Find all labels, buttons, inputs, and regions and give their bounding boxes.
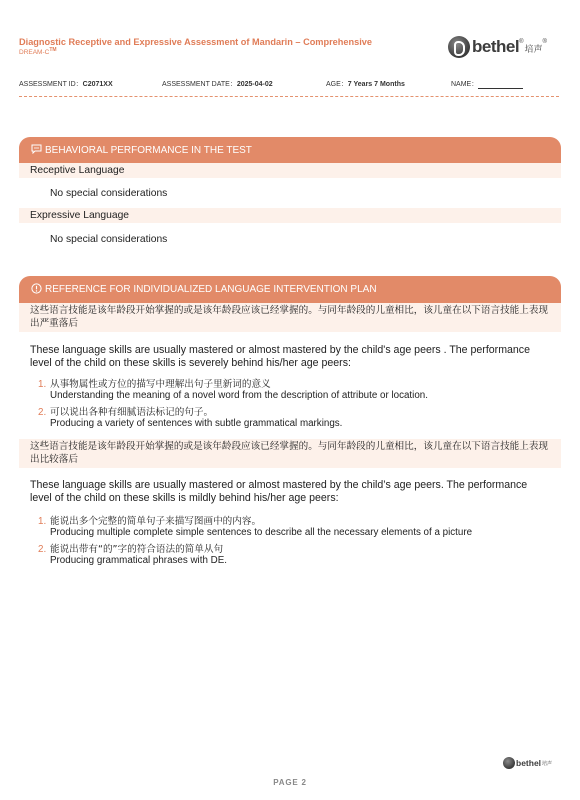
- logo-text: bethel: [472, 37, 520, 56]
- footer-logo: bethel 培声: [503, 757, 552, 769]
- info-circle-icon: [31, 283, 42, 297]
- report-title: Diagnostic Receptive and Expressive Assessment of Mandarin – Comprehensive: [19, 37, 372, 47]
- bethel-logo: bethel ® 培声 ®: [448, 35, 547, 59]
- name-blank: [478, 81, 523, 89]
- behavioral-section-header: BEHAVIORAL PERFORMANCE IN THE TEST: [19, 137, 561, 164]
- logo-cn: 培声: [524, 44, 543, 54]
- child-age: AGE：7 Years 7 Months: [326, 81, 405, 88]
- assessment-id: ASSESSMENT ID：C2071XX: [19, 81, 113, 88]
- bethel-logo-icon: [448, 36, 470, 58]
- header-divider: [19, 96, 559, 97]
- child-name: NAME：: [451, 79, 523, 89]
- list-item: 1. 能说出多个完整的简单句子来描写图画中的内容。 Producing multiple complete simple sentences to describe all the necessary elements of a picture: [38, 516, 473, 538]
- list-item: 1. 从事物属性或方位的描写中理解出句子里新词的意义 Understanding the meaning of a novel word from the description of attribute or location.: [38, 379, 428, 401]
- assessment-date: ASSESSMENT DATE：2025-04-02: [162, 81, 273, 88]
- receptive-label: Receptive Language: [19, 163, 561, 178]
- intervention-section-header: REFERENCE FOR INDIVIDUALIZED LANGUAGE INTERVENTION PLAN: [19, 276, 561, 303]
- assessment-meta: [19, 79, 559, 89]
- list-item: 2. 能说出带有“的”字的符合语法的简单从句 Producing grammatical phrases with DE.: [38, 544, 227, 566]
- severe-intro-en: These language skills are usually mastered or almost mastered by the child's age peers . The performance level of the child on these skills is severely behind his/her age peers:: [30, 344, 530, 369]
- severe-intro-zh: 这些语言技能是该年龄段开始掌握的或是该年龄段应该已经掌握的。与同年龄段的儿童相比，该儿童在以下语言技能上表现出严重落后: [19, 303, 561, 332]
- receptive-value: No special considerations: [50, 188, 168, 199]
- mild-intro-en: These language skills are usually mastered or almost mastered by the child’s age peers. The performance level of the child on these skills is mildly behind his/her age peers:: [30, 479, 528, 504]
- expressive-value: No special considerations: [50, 234, 168, 245]
- page-number: PAGE 2: [273, 778, 307, 787]
- list-item: 2. 可以说出各种有细腻语法标记的句子。 Producing a variety of sentences with subtle grammatical markings.: [38, 407, 343, 429]
- chat-bubble-icon: [31, 144, 42, 157]
- mild-intro-zh: 这些语言技能是该年龄段开始掌握的或是该年龄段应该已经掌握的。与同年龄段的儿童相比，该儿童在以下语言技能上表现出比较落后: [19, 439, 561, 468]
- bethel-logo-icon: [503, 757, 515, 769]
- expressive-label: Expressive Language: [19, 208, 561, 223]
- report-subtitle: DREAM-C™: [19, 47, 57, 57]
